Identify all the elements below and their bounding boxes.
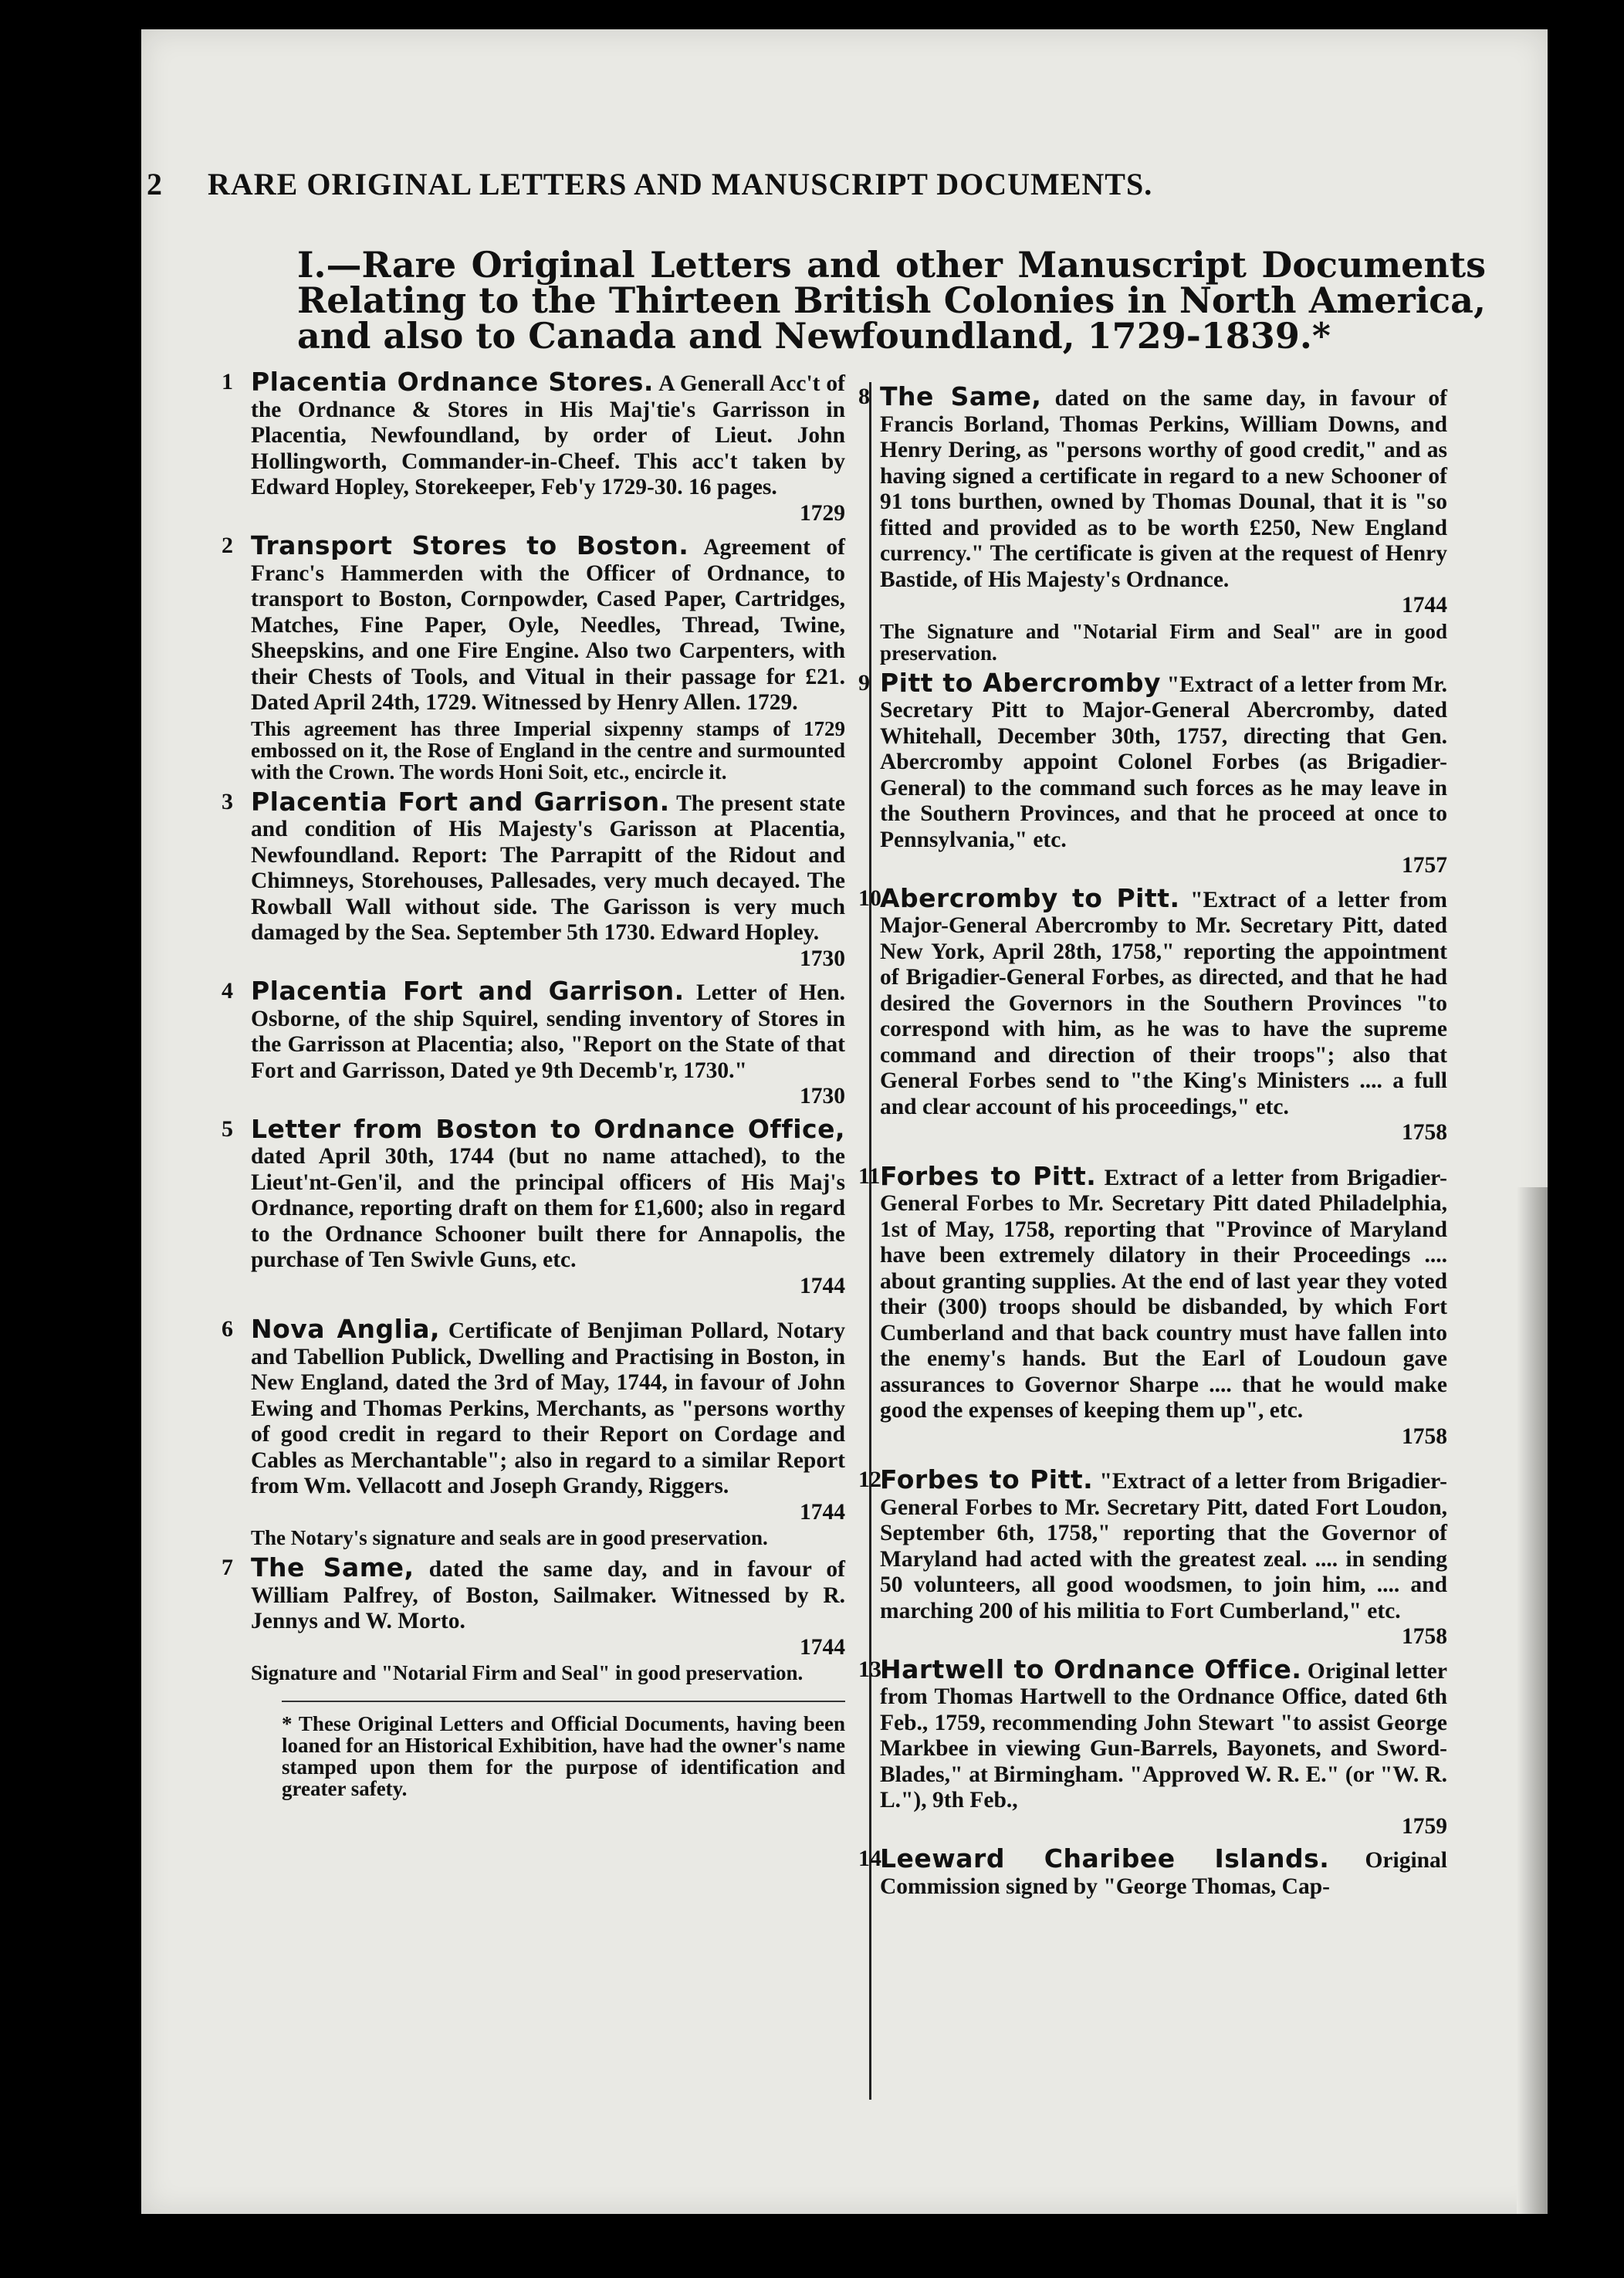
entry-body: Agreement of Franc's Hammerden with the Officer of Ordnance, to transport to Boston, Cornpowder, Cased Paper, Cartridges, Matches, Fine Paper, Oyle, Needles, Thread, Twine, Sheepskins, and one Fire Engine. Also two Carpenters, with their Chests of Tools, and Vitual in their passage for £21. Dated April 24th, 1729. Witnessed by Henry Allen. 1729. xyxy=(251,535,845,715)
entry-heading: Forbes to Pitt. xyxy=(880,1464,1094,1494)
catalog-entry xyxy=(222,1314,845,1549)
entry-body: "Extract of a letter from Major-General Abercromby to Mr. Secretary Pitt, dated New York, April 28th, 1758," reporting the appointment of Brigadier-General Forbes, as directed, and that he had desired the Governors in the Southern Provinces "to correspond with him, as he was to have the supreme command and direction of their troops"; also that General Forbes send to "the King's Ministers .... a full and clear account of his proceedings," etc. xyxy=(880,887,1448,1119)
entry-number: 3 xyxy=(222,788,233,814)
entry-body: Letter of Hen. Osborne, of the ship Squirel, sending inventory of Stores in the Garrisson at Placentia; also, "Report on the State of that Fort and Garrisson, Dated ye 9th Decemb'r, 1730." xyxy=(251,980,846,1083)
entry-heading: Forbes to Pitt. xyxy=(880,1160,1097,1191)
entry-number: 11 xyxy=(858,1163,881,1189)
entry-note: The Signature and "Notarial Firm and Seal" are in good preservation. xyxy=(880,619,1447,665)
entry-note: This agreement has three Imperial sixpenny stamps of 1729 embossed on it, the Rose of England in the centre and surmounted with the Crown. The words Honi Soit, etc., encircle it. xyxy=(251,716,845,784)
entry-heading: Hartwell to Ordnance Office. xyxy=(880,1653,1302,1684)
running-head xyxy=(147,166,1413,202)
entry-number: 10 xyxy=(858,885,881,911)
entry-heading: Placentia Ordnance Stores. xyxy=(251,367,654,397)
catalog-entry xyxy=(858,882,1448,1146)
entry-body: "Extract of a letter from Mr. Secretary Pitt to Major-General Abercromby, dated Whitehall, December 30th, 1757, directing that Gen. Abercromby appoint Colonel Forbes (as Brigadier-General) to the command such forces as he may leave in the Southern Provinces, and that he proceed at once to Pennsylvania," etc. xyxy=(880,672,1447,852)
catalog-entry xyxy=(222,786,846,973)
entry-year: 1744 xyxy=(800,1273,845,1298)
entry-year: 1757 xyxy=(1402,853,1447,878)
entry-year: 1758 xyxy=(1402,1120,1447,1145)
catalog-entry xyxy=(858,1653,1447,1840)
left-column xyxy=(222,367,846,1800)
entry-body: The present state and condition of His Majesty's Garisson at Placentia, Newfoundland. Report: The Parrapitt of the Ridout and Chimneys, Storehouses, Pallesades, very much decayed. The Rowball Wall without side. The Garisson is very much damaged by the Sea. September 5th 1730. Edward Hopley. xyxy=(251,790,846,945)
catalog-entry xyxy=(858,1843,1448,1900)
catalog-entry xyxy=(222,976,846,1110)
right-column xyxy=(858,381,1448,1900)
entry-body: Original letter from Thomas Hartwell to the Ordnance Office, dated 6th Feb., 1759, recommending John Stewart "to assist George Markbee in viewing Gun-Barrels, Bayonets, and Sword-Blades," at Birmingham. "Approved W. R. E." (or "W. R. L."), 9th Feb., xyxy=(880,1658,1447,1813)
entry-year: 1730 xyxy=(800,946,845,971)
entry-number: 7 xyxy=(222,1555,233,1580)
entry-body: "Extract of a letter from Brigadier-General Forbes to Mr. Secretary Pitt, dated Fort Loudon, September 6th, 1758," reporting that the Governor of Maryland had acted with the greatest zeal. .... in sending 50 volunteers, all good woodsmen, to join him, .... and marching 200 of his militia to Fort Cumberland," etc. xyxy=(880,1469,1448,1623)
entry-number: 2 xyxy=(222,533,233,558)
entry-body: dated April 30th, 1744 (but no name attached), to the Lieut'nt-Gen'il, and the principal officers of His Maj's Ordnance, reporting draft on them for £1,600; also in regard to the Ordnance Schooner built there for Annapolis, the purchase of Ten Swivle Guns, etc. xyxy=(251,1144,845,1272)
entry-body: Original Commission signed by "George Thomas, Cap- xyxy=(880,1848,1448,1899)
entry-heading: Leeward Charibee Islands. xyxy=(880,1843,1330,1874)
entry-heading: Nova Anglia, xyxy=(251,1314,441,1344)
entry-heading: Placentia Fort and Garrison. xyxy=(251,976,685,1006)
catalog-entry xyxy=(222,367,845,526)
column-divider xyxy=(869,382,871,2100)
entry-year: 1744 xyxy=(800,1499,845,1525)
entry-heading: Transport Stores to Boston. xyxy=(251,530,689,560)
entry-note: Signature and "Notarial Firm and Seal" in good preservation. xyxy=(251,1661,804,1684)
entry-body: dated the same day, and in favour of William Palfrey, of Boston, Sailmaker. Witnessed by R. Jennys and W. Morto. xyxy=(251,1557,846,1633)
entry-body: Certificate of Benjiman Pollard, Notary and Tabellion Publick, Dwelling and Practising in Boston, in New England, dated the 3rd of May, 1744, in favour of John Ewing and Thomas Perkins, Merchants, as "persons worthy of good credit in regard to their Report on Cordage and Cables as Merchantable"; also in regard to a similar Report from Wm. Vellacott and Joseph Grandy, Riggers. xyxy=(251,1318,845,1498)
entry-heading: Abercromby to Pitt. xyxy=(880,882,1180,913)
page-number: 2 xyxy=(147,167,163,201)
entry-number: 5 xyxy=(222,1115,233,1142)
section-title: I.—Rare Original Letters and other Manuscript Documents Relating to the Thirteen British Colonies in North America, and also to Canada and Newfoundland, 1729-1839.* xyxy=(297,244,1486,357)
entry-number: 12 xyxy=(858,1467,881,1492)
page-edge-shadow xyxy=(1517,1187,1548,2214)
entry-year: 1758 xyxy=(1402,1624,1447,1649)
entry-number: 9 xyxy=(858,669,870,696)
entry-year: 1730 xyxy=(800,1084,845,1109)
entry-heading: The Same, xyxy=(880,381,1042,411)
entry-body: A Generall Acc't of the Ordnance & Stores in His Maj'tie's Garrisson in Placentia, Newfoundland, by order of Lieut. John Hollingworth, Commander-in-Cheef. This acc't taken by Edward Hopley, Storekeeper, Feb'y 1729-30. 16 pages. xyxy=(251,371,845,499)
entry-heading: The Same, xyxy=(251,1552,414,1582)
entry-heading: Placentia Fort and Garrison. xyxy=(251,786,670,817)
running-title: RARE ORIGINAL LETTERS AND MANUSCRIPT DOCUMENTS. xyxy=(208,167,1153,201)
entry-heading: Pitt to Abercromby xyxy=(880,667,1162,698)
catalog-entry xyxy=(222,1552,846,1684)
entry-year: 1758 xyxy=(1402,1423,1447,1449)
catalog-entry xyxy=(222,530,845,784)
footnote: * These Original Letters and Official Documents, having been loaned for an Historical Exhibition, have had the owner's name stamped upon them for the purpose of identification and greater safety. xyxy=(282,1701,845,1799)
entry-year: 1729 xyxy=(800,500,845,526)
catalog-entry xyxy=(858,1160,1448,1450)
entry-body: Extract of a letter from Brigadier-General Forbes to Mr. Secretary Pitt dated Philadelphia, 1st of May, 1758, reporting that "Province of Maryland have been extremely dilatory in their Proceedings .... about granting supplies. At the end of last year they voted their (300) troops should be disbanded, by which Fort Cumberland and that back country must have fallen into the enemy's hands. But the Earl of Loudoun gave assurances to Governor Sharpe .... that he would make good the expenses of keeping them up", etc. xyxy=(880,1165,1448,1423)
catalog-entry xyxy=(858,381,1448,665)
entry-number: 1 xyxy=(222,369,233,394)
entry-heading: Letter from Boston to Ordnance Office, xyxy=(251,1113,845,1144)
entry-year: 1744 xyxy=(800,1634,845,1660)
entry-year: 1744 xyxy=(1402,593,1447,618)
entry-number: 8 xyxy=(858,384,870,409)
entry-number: 14 xyxy=(858,1846,881,1871)
entry-number: 6 xyxy=(222,1316,233,1342)
entry-number: 13 xyxy=(858,1656,881,1682)
entry-year: 1759 xyxy=(1402,1813,1447,1839)
catalog-entry xyxy=(858,667,1447,879)
catalog-entry xyxy=(222,1113,845,1300)
entry-number: 4 xyxy=(222,978,233,1004)
catalog-entry xyxy=(858,1464,1448,1650)
entry-note: The Notary's signature and seals are in good preservation. xyxy=(251,1526,768,1549)
entry-body: dated on the same day, in favour of Francis Borland, Thomas Perkins, William Downs, and Henry Dering, as "persons worthy of good credit," and as having signed a certificate in regard to a new Schooner of 91 tons burthen, owned by Thomas Dounal, that it is "so fitted and provided as to be worth £250, New England currency." The certificate is given at the request of Henry Bastide, of His Majesty's Ordnance. xyxy=(880,386,1448,592)
